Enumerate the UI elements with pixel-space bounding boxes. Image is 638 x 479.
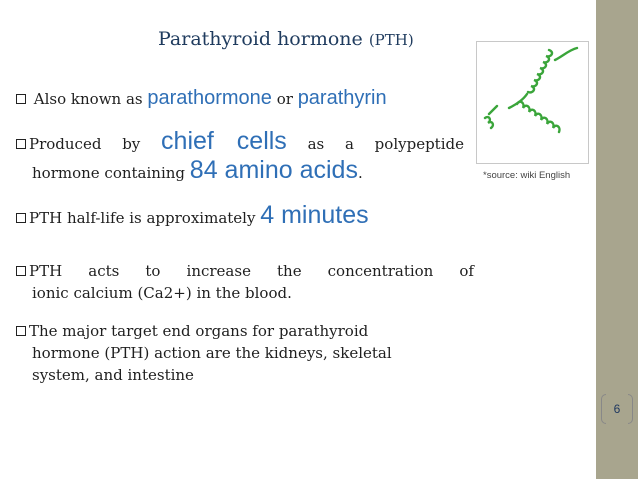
bullet-line bbox=[16, 156, 464, 184]
highlight-term: 84 amino acids bbox=[189, 156, 358, 184]
slide-title bbox=[158, 28, 414, 50]
highlight-term: chief cells bbox=[161, 127, 287, 155]
bullet-text: Also known as bbox=[33, 90, 143, 108]
bullet-line: ionic calcium (Ca2+) in the blood. bbox=[32, 284, 292, 302]
helix-protein-icon bbox=[477, 42, 588, 163]
bullet-text: hormone containing bbox=[32, 164, 186, 182]
bullet-text: as a polypeptide bbox=[307, 135, 464, 153]
bullet-half-life bbox=[16, 201, 474, 229]
checkbox-bullet-icon bbox=[16, 326, 26, 336]
bullet-pth-acts bbox=[16, 260, 474, 304]
bullet-also-known-as bbox=[16, 87, 486, 110]
checkbox-bullet-icon bbox=[16, 139, 26, 149]
bullet-produced-by bbox=[16, 127, 464, 184]
checkbox-bullet-icon bbox=[16, 94, 26, 104]
bullet-line: system, and intestine bbox=[32, 366, 194, 384]
bullet-text: or bbox=[276, 90, 293, 108]
bullet-target-organs bbox=[16, 320, 474, 386]
image-caption: *source: wiki English bbox=[483, 170, 571, 181]
bullet-line bbox=[16, 260, 474, 282]
highlight-term: parathyrin bbox=[297, 87, 387, 109]
page-number bbox=[607, 394, 627, 424]
page-number-value: 6 bbox=[613, 402, 621, 416]
title-text: Parathyroid hormone bbox=[158, 28, 363, 50]
bracket-left-icon bbox=[601, 394, 606, 424]
bullet-text: The major target end organs for parathyroid bbox=[29, 322, 369, 340]
highlight-term: parathormone bbox=[147, 87, 272, 109]
bullet-text: PTH half-life is approximately bbox=[29, 209, 256, 227]
bullet-text: . bbox=[357, 164, 363, 182]
bullet-text: Produced by bbox=[29, 135, 141, 153]
bullet-line bbox=[16, 127, 464, 155]
highlight-term: 4 minutes bbox=[260, 201, 369, 229]
bullet-text: PTH acts to increase the concentration of bbox=[29, 262, 474, 280]
bracket-right-icon bbox=[628, 394, 633, 424]
bullet-line: hormone (PTH) action are the kidneys, skeletal bbox=[32, 344, 392, 362]
checkbox-bullet-icon bbox=[16, 213, 26, 223]
checkbox-bullet-icon bbox=[16, 266, 26, 276]
protein-structure-image bbox=[476, 41, 589, 164]
title-abbreviation: (PTH) bbox=[368, 31, 414, 49]
bullet-line bbox=[16, 320, 474, 342]
